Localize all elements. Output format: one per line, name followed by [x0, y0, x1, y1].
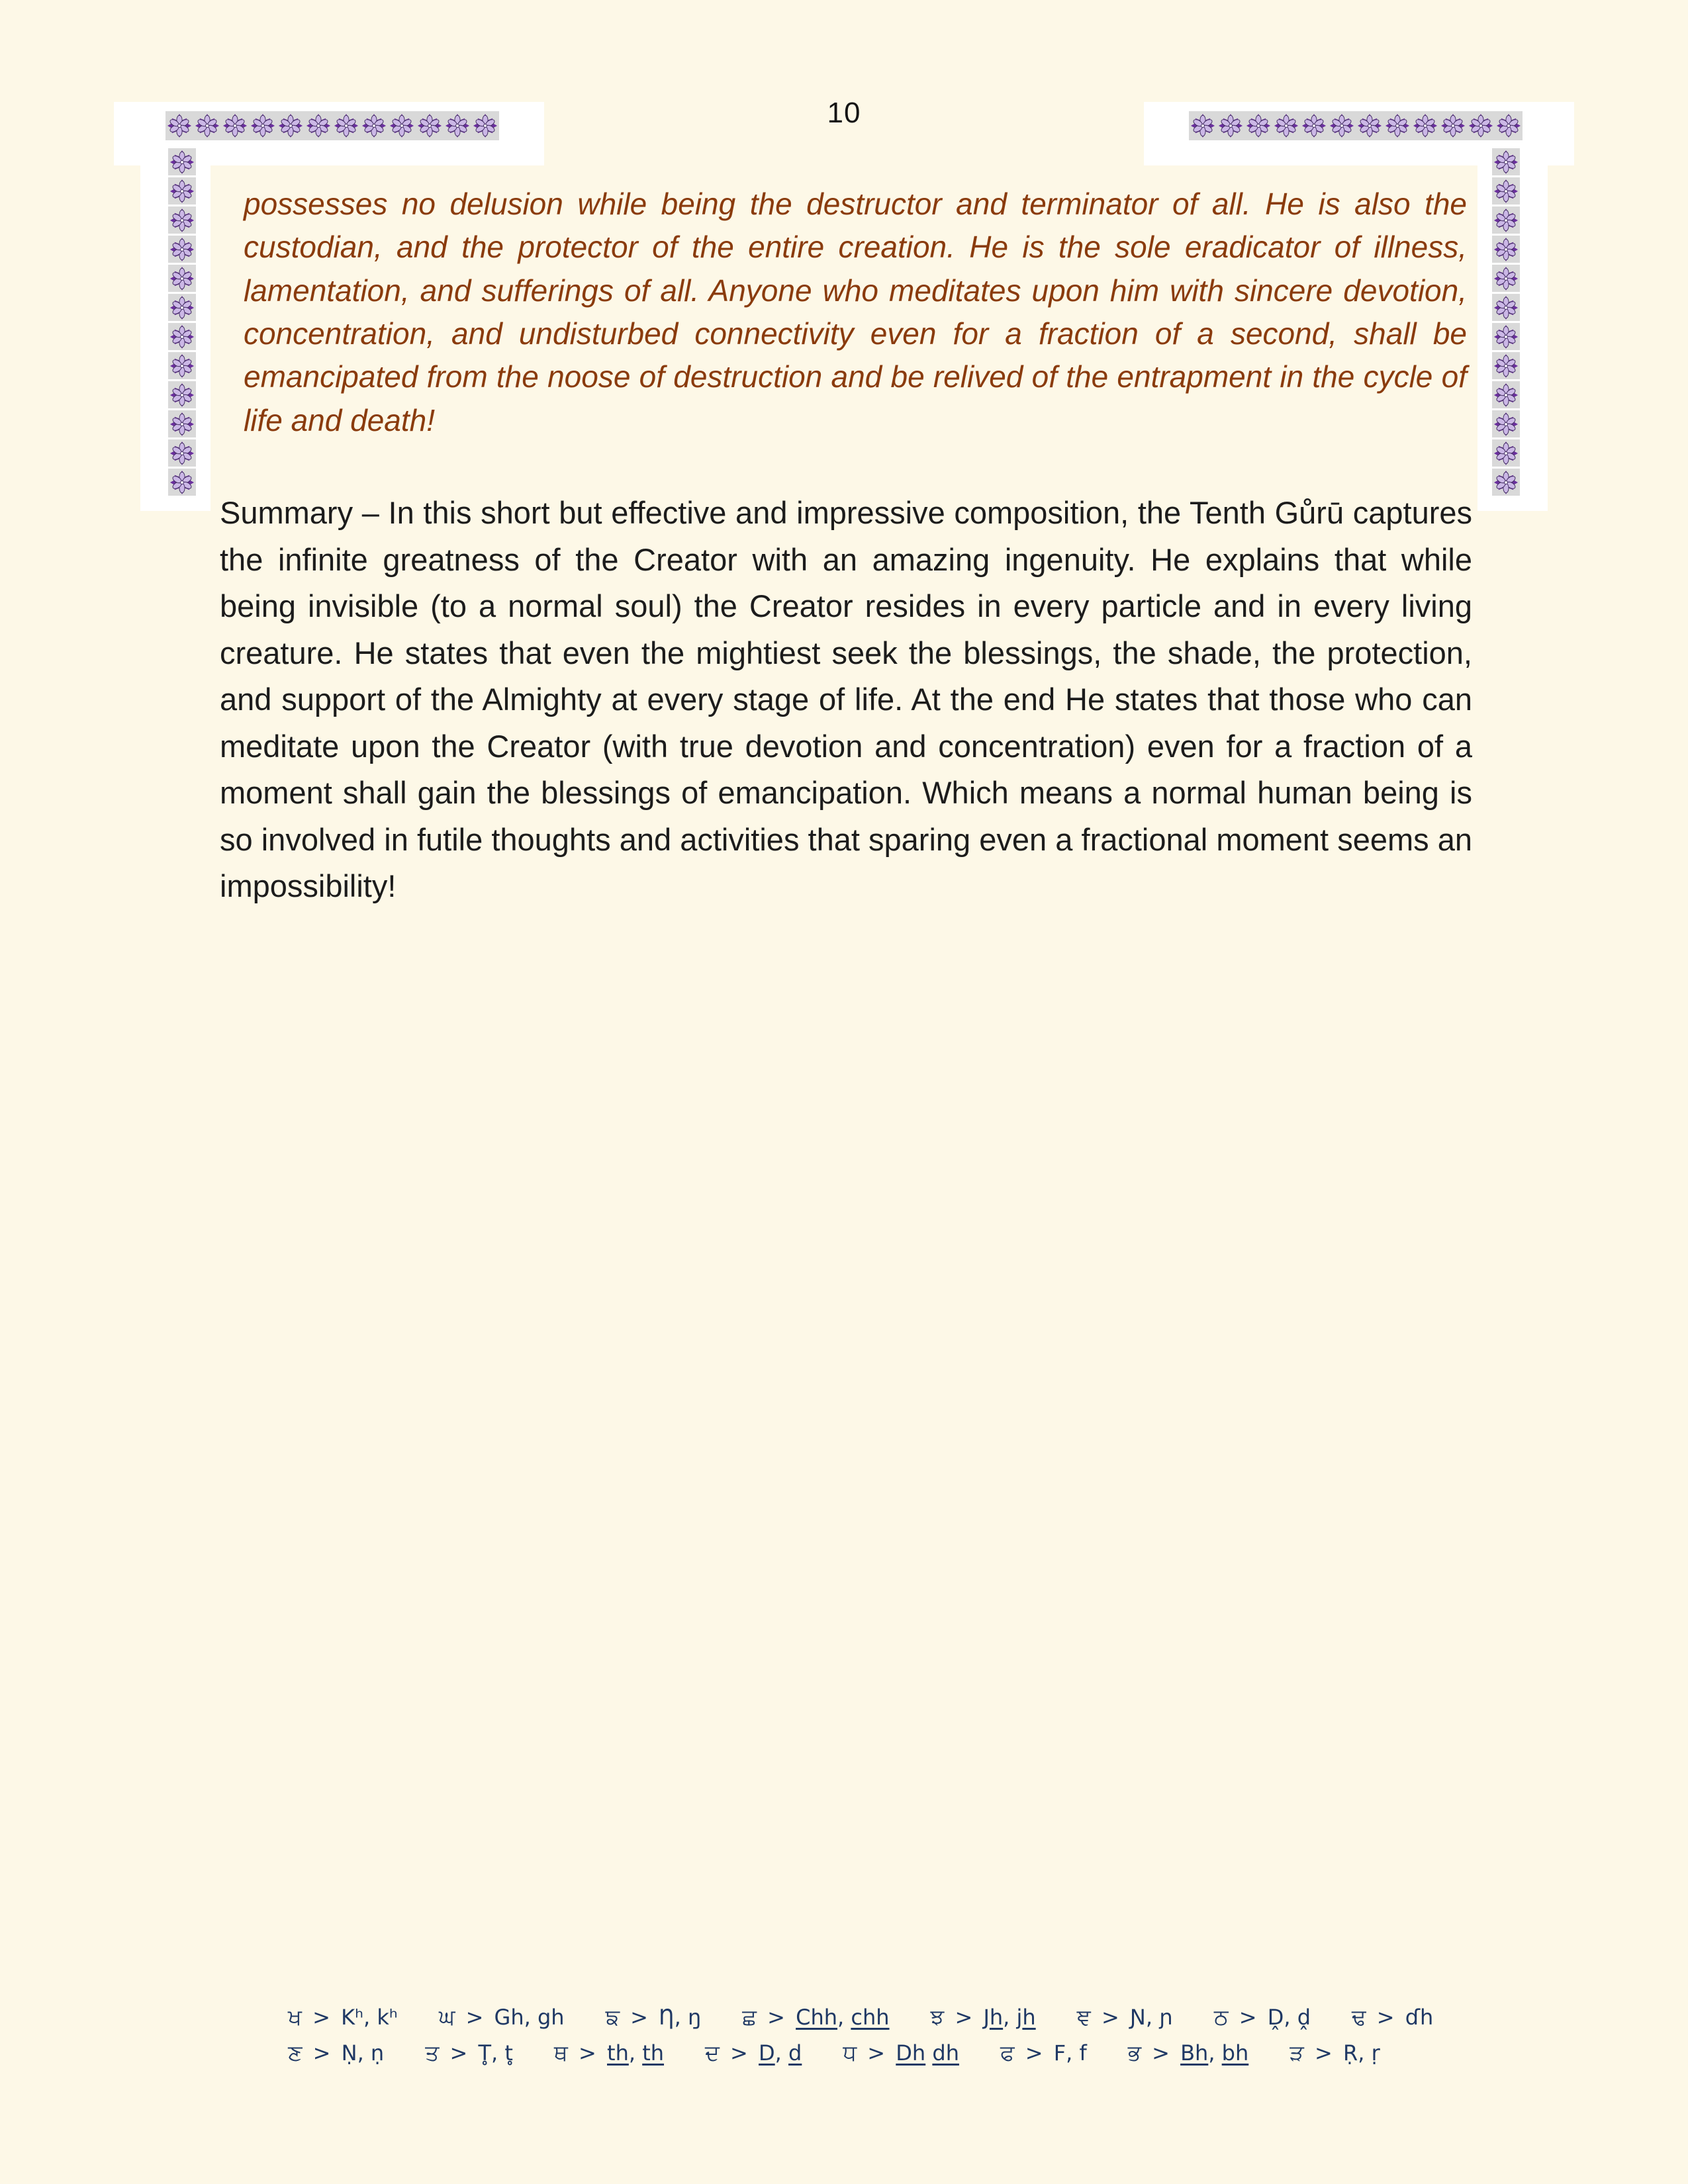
roman-transliteration: th: [642, 2040, 665, 2066]
flower-ornament-icon: [1329, 113, 1354, 139]
gurmukhi-letter: ਞ: [1076, 2004, 1091, 2030]
ornament-cell: [168, 148, 196, 175]
key-item: [1128, 2040, 1249, 2066]
roman-transliteration: h: [989, 2005, 1004, 2030]
ornament-cell: [1492, 177, 1520, 205]
flower-ornament-icon: [195, 113, 220, 139]
gurmukhi-letter: ਠ: [1213, 2004, 1229, 2030]
flower-ornament-icon: [1493, 295, 1519, 321]
gurmukhi-letter: ਛ: [742, 2004, 757, 2030]
key-separator: >: [305, 2005, 338, 2030]
ornament-cell: [168, 439, 196, 467]
ornament-cell: [168, 469, 196, 496]
flower-ornament-icon: [1493, 382, 1519, 408]
flower-ornament-icon: [169, 149, 195, 175]
key-separator: >: [306, 2040, 338, 2066]
flower-ornament-icon: [1301, 113, 1327, 139]
key-item: [1214, 2004, 1311, 2030]
flower-ornament-icon: [1274, 113, 1299, 139]
flower-ornament-icon: [334, 113, 359, 139]
flower-ornament-icon: [169, 411, 195, 437]
gurmukhi-letter: ਥ: [553, 2040, 568, 2066]
roman-transliteration: th: [607, 2040, 629, 2066]
flower-ornament-icon: [1496, 113, 1521, 139]
flower-ornament-icon: [1493, 236, 1519, 263]
gurmukhi-letter: ਘ: [438, 2004, 455, 2030]
ornament-cell: [1492, 323, 1520, 350]
ornament-cell: [1189, 111, 1217, 140]
roman-transliteration: F, f: [1053, 2040, 1087, 2066]
gurmukhi-letter: ਙ: [605, 2004, 620, 2030]
ornament-cell: [168, 206, 196, 234]
ornament-column-left: [168, 148, 196, 496]
roman-transliteration: Ɲ, ɲ: [1129, 2005, 1173, 2030]
key-separator: >: [861, 2040, 892, 2066]
ornament-cell: [416, 111, 444, 140]
flower-ornament-icon: [169, 265, 195, 292]
ornament-cell: [168, 323, 196, 350]
key-separator: >: [723, 2040, 755, 2066]
roman-transliteration: , j: [1003, 2005, 1023, 2030]
gurmukhi-letter: ਭ: [1127, 2040, 1141, 2066]
flower-ornament-icon: [169, 324, 195, 350]
flower-ornament-icon: [1440, 113, 1466, 139]
roman-transliteration: ,: [837, 2005, 851, 2030]
ornament-cell: [168, 177, 196, 205]
flower-ornament-icon: [361, 113, 387, 139]
flower-ornament-icon: [1357, 113, 1382, 139]
flower-ornament-icon: [169, 353, 195, 379]
flower-ornament-icon: [1385, 113, 1410, 139]
ornament-cell: [388, 111, 416, 140]
flower-ornament-icon: [169, 382, 195, 408]
flower-ornament-icon: [1413, 113, 1438, 139]
flower-ornament-icon: [1468, 113, 1493, 139]
key-item: [606, 2004, 702, 2030]
key-item: [288, 2040, 384, 2066]
flower-ornament-icon: [169, 469, 195, 496]
roman-transliteration: ,: [1208, 2040, 1222, 2066]
gurmukhi-letter: ਢ: [1352, 2004, 1366, 2030]
ornament-column-right: [1492, 148, 1520, 496]
key-item: [843, 2040, 959, 2066]
ornament-cell: [1439, 111, 1467, 140]
ornament-cell: [1492, 439, 1520, 467]
roman-transliteration: Ṇ, ṇ: [341, 2040, 385, 2066]
flower-ornament-icon: [389, 113, 414, 139]
flower-ornament-icon: [473, 113, 498, 139]
ornament-cell: [1467, 111, 1495, 140]
flower-ornament-icon: [1246, 113, 1271, 139]
roman-transliteration: ,: [774, 2040, 789, 2066]
key-item: [288, 2004, 398, 2030]
gurmukhi-letter: ਫ: [1000, 2040, 1015, 2066]
ornament-cell: [1495, 111, 1523, 140]
key-item: [931, 2004, 1036, 2030]
ornament-cell: [1492, 469, 1520, 496]
transliteration-key-row: [288, 2004, 1479, 2030]
transliteration-key-row: [288, 2040, 1479, 2066]
gurmukhi-letter: ੜ: [1289, 2040, 1304, 2066]
gurmukhi-letter: ਦ: [705, 2040, 720, 2066]
ornament-cell: [168, 410, 196, 437]
key-separator: >: [623, 2005, 655, 2030]
ornament-cell: [221, 111, 249, 140]
key-separator: >: [1307, 2040, 1339, 2066]
page-number: 10: [827, 97, 861, 129]
roman-transliteration: D: [759, 2040, 775, 2066]
key-separator: >: [1094, 2005, 1126, 2030]
key-item: [1077, 2004, 1173, 2030]
ornament-cell: [1300, 111, 1328, 140]
key-item: [1000, 2040, 1087, 2066]
ornament-cell: [1492, 148, 1520, 175]
flower-ornament-icon: [445, 113, 470, 139]
roman-transliteration: [925, 2040, 932, 2066]
key-item: [705, 2040, 802, 2066]
flower-ornament-icon: [1493, 324, 1519, 350]
key-separator: >: [760, 2005, 792, 2030]
roman-transliteration: dh: [932, 2040, 959, 2066]
gurmukhi-letter: ਧ: [843, 2040, 857, 2066]
roman-transliteration: chh: [851, 2005, 890, 2030]
flower-ornament-icon: [169, 236, 195, 263]
ornament-cell: [1244, 111, 1272, 140]
flower-ornament-icon: [1493, 178, 1519, 205]
roman-transliteration: ɗh: [1405, 2005, 1434, 2030]
key-item: [742, 2004, 889, 2030]
key-separator: >: [948, 2005, 980, 2030]
flower-ornament-icon: [167, 113, 192, 139]
key-separator: >: [1370, 2005, 1401, 2030]
transliteration-key: [288, 2004, 1479, 2075]
ornament-cell: [1492, 294, 1520, 321]
ornament-cell: [168, 265, 196, 292]
ornament-cell: [1383, 111, 1411, 140]
ornament-cell: [1411, 111, 1439, 140]
flower-ornament-icon: [169, 178, 195, 205]
flower-ornament-icon: [1493, 353, 1519, 379]
roman-transliteration: Gh, gh: [494, 2005, 565, 2030]
ornament-cell: [1492, 265, 1520, 292]
ornament-cell: [444, 111, 471, 140]
ornament-cell: [1272, 111, 1300, 140]
roman-transliteration: Kʰ, kʰ: [341, 2005, 398, 2030]
key-item: [1289, 2040, 1380, 2066]
roman-transliteration: Ḓ, ḓ: [1267, 2005, 1311, 2030]
ornament-cell: [471, 111, 499, 140]
key-separator: >: [571, 2040, 604, 2066]
flower-ornament-icon: [1493, 265, 1519, 292]
gurmukhi-letter: ਣ: [288, 2040, 303, 2066]
key-item: [554, 2040, 664, 2066]
ornament-strip-top-right: [1189, 111, 1523, 140]
key-separator: >: [1018, 2040, 1050, 2066]
flower-ornament-icon: [306, 113, 331, 139]
ornament-cell: [193, 111, 221, 140]
flower-ornament-icon: [278, 113, 303, 139]
ornament-cell: [1492, 236, 1520, 263]
ornament-cell: [249, 111, 277, 140]
roman-transliteration: Chh: [796, 2005, 838, 2030]
roman-transliteration: Bh: [1180, 2040, 1209, 2066]
roman-transliteration: d: [788, 2040, 802, 2066]
key-separator: >: [1232, 2005, 1264, 2030]
ornament-cell: [277, 111, 305, 140]
key-separator: >: [443, 2040, 475, 2066]
flower-ornament-icon: [169, 295, 195, 321]
gurmukhi-letter: ਤ: [425, 2040, 440, 2066]
roman-transliteration: h: [1022, 2005, 1036, 2030]
roman-transliteration: Ƞ, ŋ: [659, 2005, 702, 2030]
roman-transliteration: Ṛ, ṛ: [1342, 2040, 1380, 2066]
gurmukhi-letter: ਖ: [288, 2004, 302, 2030]
flower-ornament-icon: [169, 440, 195, 467]
key-item: [425, 2040, 513, 2066]
key-item: [1352, 2004, 1433, 2030]
ornament-cell: [165, 111, 193, 140]
ornament-cell: [168, 352, 196, 379]
flower-ornament-icon: [1493, 440, 1519, 467]
ornament-cell: [360, 111, 388, 140]
roman-transliteration: bh: [1221, 2040, 1249, 2066]
key-separator: >: [459, 2005, 491, 2030]
key-item: [439, 2004, 565, 2030]
flower-ornament-icon: [250, 113, 275, 139]
flower-ornament-icon: [1493, 411, 1519, 437]
roman-transliteration: T̥, t̥: [478, 2040, 513, 2066]
quote-paragraph: possesses no delusion while being the destructor and terminator of all. He is also the custodian, and the protector of the entire creation. He is the sole eradicator of illness, lamentation, and sufferings of all. Anyone who meditates upon him with sincere devotion, concentration, and undisturbed connectivity even for a fraction of a second, shall be emancipated from the noose of destruction and be relived of the entrapment in the cycle of life and death!: [244, 187, 1467, 437]
ornament-cell: [1492, 206, 1520, 234]
roman-transliteration: ,: [628, 2040, 643, 2066]
ornament-cell: [332, 111, 360, 140]
flower-ornament-icon: [1493, 469, 1519, 496]
flower-ornament-icon: [1493, 149, 1519, 175]
flower-ornament-icon: [222, 113, 248, 139]
ornament-strip-top-left: [165, 111, 499, 140]
key-separator: >: [1145, 2040, 1177, 2066]
ornament-cell: [1356, 111, 1383, 140]
ornament-cell: [1328, 111, 1356, 140]
gurmukhi-letter: ਝ: [930, 2004, 945, 2030]
ornament-cell: [1492, 352, 1520, 379]
flower-ornament-icon: [1218, 113, 1243, 139]
flower-ornament-icon: [1493, 207, 1519, 234]
roman-transliteration: Dh: [896, 2040, 926, 2066]
flower-ornament-icon: [1190, 113, 1215, 139]
flower-ornament-icon: [417, 113, 442, 139]
ornament-cell: [1492, 381, 1520, 408]
ornament-cell: [168, 381, 196, 408]
flower-ornament-icon: [169, 207, 195, 234]
summary-paragraph: Summary – In this short but effective and impressive composition, the Tenth Gůrū captures the infinite greatness of the Creator with an amazing ingenuity. He explains that while being invisible (to a normal soul) the Creator resides in every particle and in every living creature. He states that even the mightiest seek the blessings, the shade, the protection, and support of the Almighty at every stage of life. At the end He states that those who can meditate upon the Creator (with true devotion and concentration) even for a fraction of a moment shall gain the blessings of emancipation. Which means a normal human being is so involved in futile thoughts and activities that sparing even a fractional moment seems an impossibility!: [220, 495, 1472, 903]
ornament-cell: [168, 294, 196, 321]
roman-transliteration: J: [983, 2005, 990, 2030]
ornament-cell: [168, 236, 196, 263]
ornament-cell: [1492, 410, 1520, 437]
ornament-cell: [305, 111, 332, 140]
ornament-cell: [1217, 111, 1244, 140]
